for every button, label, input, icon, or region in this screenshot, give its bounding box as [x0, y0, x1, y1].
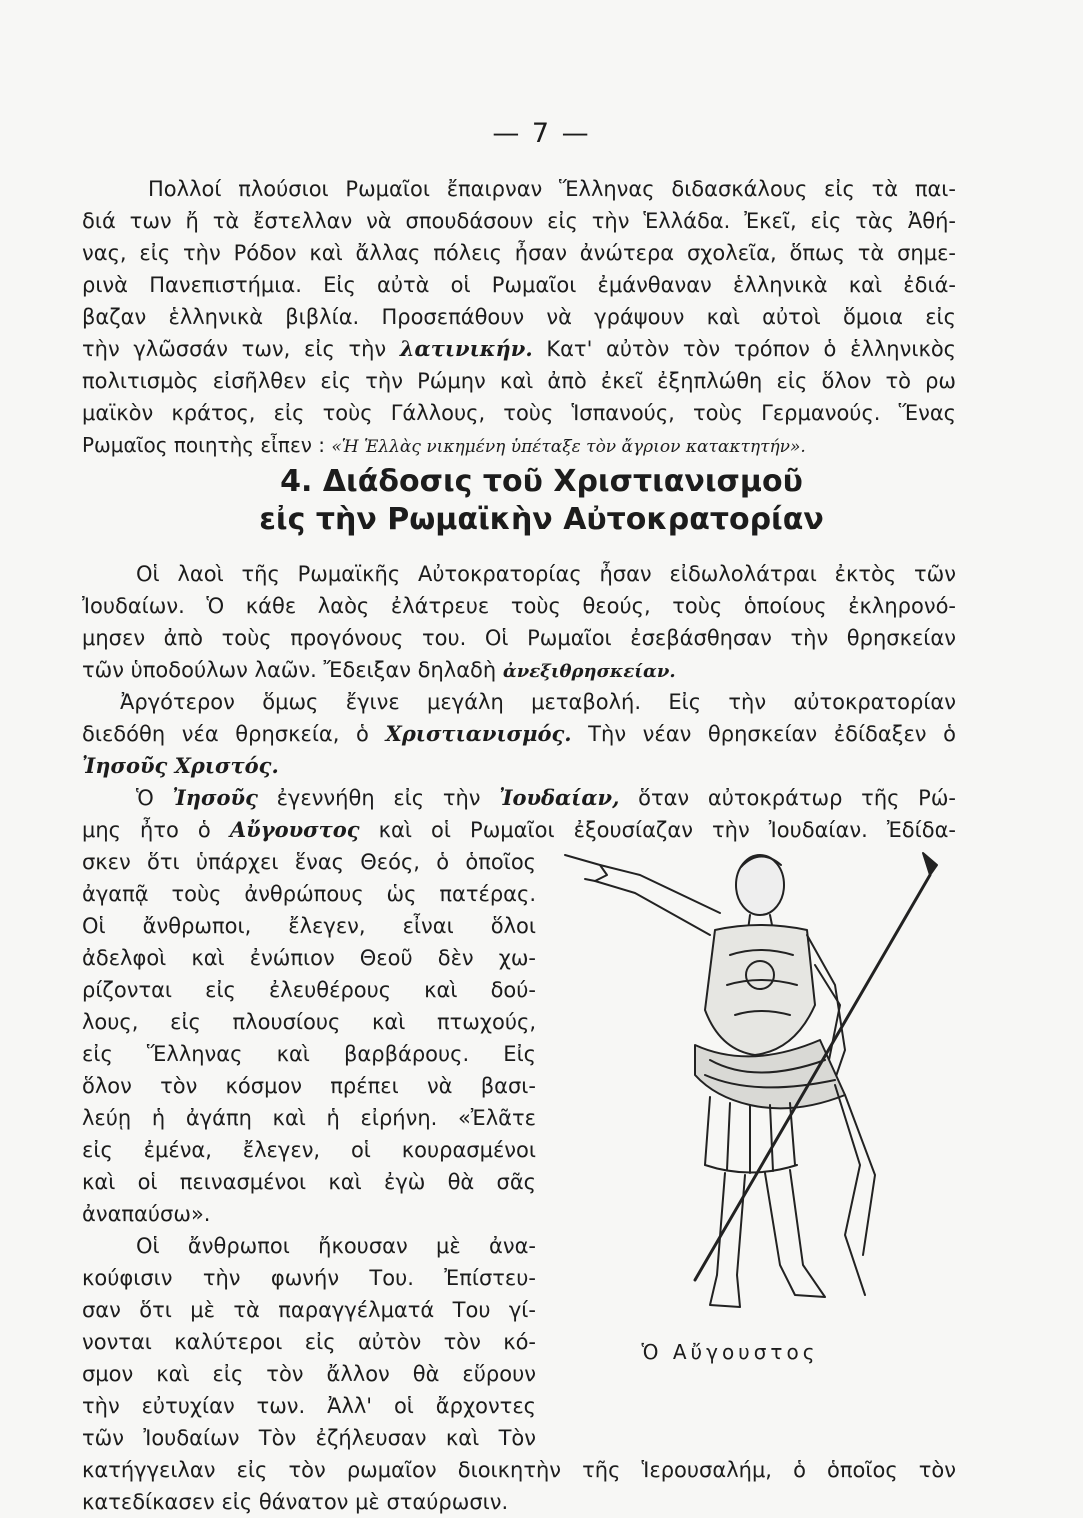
text-line: ἀγαπᾷ τοὺς ἀνθρώπους ὡς πατέρας.: [82, 882, 536, 906]
text-line: μησεν ἀπὸ τοὺς προγόνους του. Οἱ Ρωμαῖοι ἐσεβάσθησαν τὴν θρησκείαν: [82, 626, 956, 650]
text-line: ὅλον τὸν κόσμον πρέπει νὰ βασι-: [82, 1074, 536, 1098]
text-line: ρινὰ Πανεπιστήμια. Εἰς αὐτὰ οἱ Ρωμαῖοι ἐμάνθαναν ἑλληνικὰ καὶ ἐδιά-: [82, 273, 956, 297]
section-heading-line2: εἰς τὴν Ρωμαϊκὴν Αὐτοκρατορίαν: [259, 502, 824, 537]
text-line: Οἱ λαοὶ τῆς Ρωμαϊκῆς Αὐτοκρατορίας ἦσαν εἰδωλολάτραι ἐκτὸς τῶν: [136, 562, 956, 586]
text-line: εἰς ἐμένα, ἔλεγεν, οἱ κουρασμένοι: [82, 1138, 536, 1162]
text-line: Πολλοί πλούσιοι Ρωμαῖοι ἔπαιρναν Ἕλληνας διδασκάλους εἰς τὰ παι-: [148, 177, 956, 201]
text-line: τὴν εὐτυχίαν των. Ἀλλ' οἱ ἄρχοντες: [82, 1394, 536, 1418]
text-line: ἀδελφοὶ καὶ ἐνώπιον Θεοῦ δὲν χω-: [82, 946, 536, 970]
text-line: σμον καὶ εἰς τὸν ἄλλον θὰ εὕρουν: [82, 1362, 536, 1386]
text-line: μης ἦτο ὁ Αὔγουστος καὶ οἱ Ρωμαῖοι ἐξουσίαζαν τὴν Ἰουδαίαν. Ἐδίδα-: [82, 817, 956, 842]
text-line: Ἰησοῦς Χριστός.: [82, 753, 279, 778]
text-line: λους, εἰς πλουσίους καὶ πτωχούς,: [82, 1010, 536, 1034]
text-line: σαν ὅτι μὲ τὰ παραγγέλματά Του γί-: [82, 1298, 536, 1322]
text-line: μαϊκὸν κράτος, εἰς τοὺς Γάλλους, τοὺς Ἱσπανούς, τοὺς Γερμανούς. Ἕνας: [82, 401, 956, 425]
text-line: διά των ἤ τὰ ἔστελλαν νὰ σπουδάσουν εἰς τὴν Ἑλλάδα. Ἐκεῖ, εἰς τὰς Ἀθή-: [82, 209, 956, 233]
text-line: Ἰουδαίων. Ὁ κάθε λαὸς ἐλάτρευε τοὺς θεούς, τοὺς ὁποίους ἐκληρονό-: [82, 594, 956, 618]
page-number: — 7 —: [492, 118, 591, 149]
figure-caption: Ὁ Αὔγουστος: [641, 1340, 819, 1364]
text-line: πολιτισμὸς εἰσῆλθεν εἰς τὴν Ρώμην καὶ ἀπὸ ἐκεῖ ἐξηπλώθη εἰς ὅλον τὸ ρω: [82, 369, 956, 393]
text-line: Ρωμαῖος ποιητὴς εἶπεν : «Ἡ Ἑλλὰς νικημένη ὑπέταξε τὸν ἄγριον κατακτητήν».: [82, 433, 806, 457]
text-line: Οἱ ἄνθρωποι ἤκουσαν μὲ ἀνα-: [136, 1234, 536, 1258]
text-line: κούφισιν τὴν φωνήν Του. Ἐπίστευ-: [82, 1266, 536, 1290]
text-line: τῶν Ἰουδαίων Τὸν ἐζήλευσαν καὶ Τὸν: [82, 1426, 536, 1450]
section-heading-line1: 4. Διάδοσις τοῦ Χριστιανισμοῦ: [280, 464, 803, 499]
text-line: ἀναπαύσω».: [82, 1202, 211, 1226]
augustus-statue-figure: [545, 835, 940, 1355]
text-line: Οἱ ἄνθρωποι, ἔλεγεν, εἶναι ὅλοι: [82, 914, 536, 938]
text-line: νονται καλύτεροι εἰς αὐτὸν τὸν κό-: [82, 1330, 536, 1354]
text-line: Ὁ Ἰησοῦς ἐγεννήθη εἰς τὴν Ἰουδαίαν, ὅταν αὐτοκράτωρ τῆς Ρώ-: [136, 785, 956, 810]
text-line: καὶ οἱ πεινασμένοι καὶ ἐγὼ θὰ σᾶς: [82, 1170, 536, 1194]
text-line: κατήγγειλαν εἰς τὸν ρωμαῖον διοικητὴν τῆς Ἱερουσαλήμ, ὁ ὁποῖος τὸν: [82, 1458, 956, 1482]
augustus-statue-drawing: [545, 835, 940, 1355]
text-line: λεύῃ ἡ ἀγάπη καὶ ἡ εἰρήνη. «Ἐλᾶτε: [82, 1106, 536, 1130]
text-line: σκεν ὅτι ὑπάρχει ἕνας Θεός, ὁ ὁποῖος: [82, 850, 536, 874]
text-line: Ἀργότερον ὅμως ἔγινε μεγάλη μεταβολή. Εἰς τὴν αὐτοκρατορίαν: [120, 690, 956, 714]
text-line: τῶν ὑποδούλων λαῶν. Ἔδειξαν δηλαδὴ ἀνεξιθρησκείαν.: [82, 658, 676, 682]
text-line: κατεδίκασεν εἰς θάνατον μὲ σταύρωσιν.: [82, 1490, 509, 1514]
text-line: βαζαν ἑλληνικὰ βιβλία. Προσεπάθουν νὰ γράψουν καὶ αὐτοὶ ὅμοια εἰς: [82, 305, 956, 329]
text-line: εἰς Ἕλληνας καὶ βαρβάρους. Εἰς: [82, 1042, 536, 1066]
text-line: τὴν γλῶσσάν των, εἰς τὴν λατινικήν. Κατ' αὐτὸν τὸν τρόπον ὁ ἑλληνικὸς: [82, 336, 956, 361]
text-line: ρίζονται εἰς ἐλευθέρους καὶ δού-: [82, 978, 536, 1002]
text-line: διεδόθη νέα θρησκεία, ὁ Χριστιανισμός. Τὴν νέαν θρησκείαν ἐδίδαξεν ὁ: [82, 721, 956, 746]
text-line: νας, εἰς τὴν Ρόδον καὶ ἄλλας πόλεις ἦσαν ἀνώτερα σχολεῖα, ὅπως τὰ σημε-: [82, 241, 956, 265]
